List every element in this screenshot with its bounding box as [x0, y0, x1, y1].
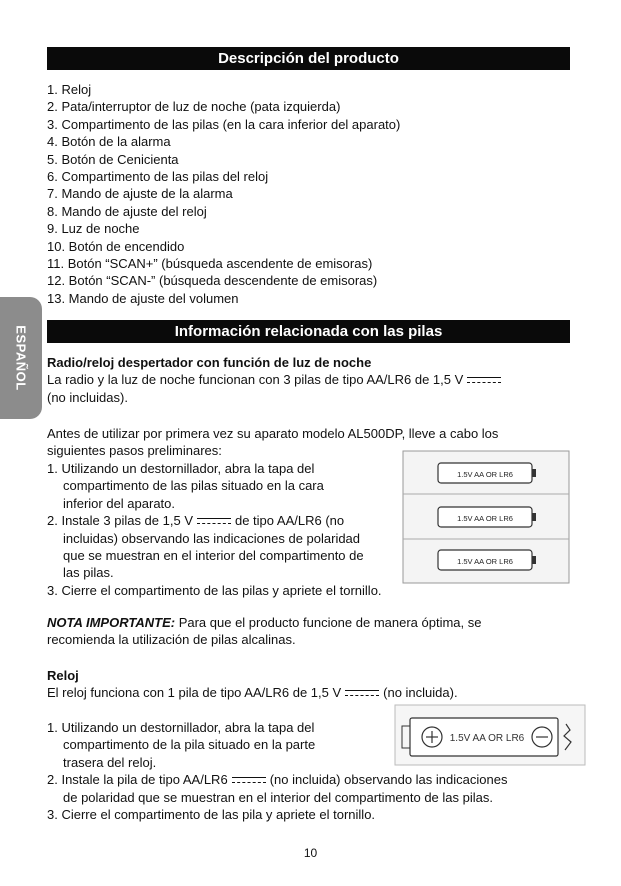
list-item: 11. Botón “SCAN+” (búsqueda ascendente de emisoras) — [47, 256, 373, 272]
intro-line: Antes de utilizar por primera vez su aparato modelo AL500DP, lleve a cabo los — [47, 426, 499, 441]
battery-icon — [438, 507, 536, 527]
list-item: 7. Mando de ajuste de la alarma — [47, 186, 233, 202]
note-label: NOTA IMPORTANTE: — [47, 615, 176, 630]
battery-compartment-figure — [402, 450, 570, 584]
list-item: 13. Mando de ajuste del volumen — [47, 290, 239, 306]
dc-symbol-icon — [345, 689, 379, 698]
battery-icon — [438, 550, 536, 570]
section-title-product-description: Descripción del producto — [47, 47, 570, 70]
product-parts-list — [47, 81, 400, 307]
important-note — [47, 614, 482, 649]
radio-battery-paragraph — [47, 354, 505, 406]
list-item: 10. Botón de encendido — [47, 238, 185, 254]
step-3: 3. Cierre el compartimento de las pilas y apriete el tornillo. — [47, 582, 382, 598]
list-item: 4. Botón de la alarma — [47, 134, 171, 150]
battery-label: 1.5V AA OR LR6 — [457, 514, 513, 523]
list-item: 8. Mando de ajuste del reloj — [47, 203, 207, 219]
dc-symbol-icon — [232, 776, 266, 785]
radio-text: La radio y la luz de noche funcionan con 3 pilas de tipo AA/LR6 de 1,5 V — [47, 372, 464, 388]
battery-label: 1.5V AA OR LR6 — [457, 557, 513, 566]
battery-label: 1.5V AA OR LR6 — [457, 470, 513, 479]
battery-icon — [438, 463, 536, 483]
step-1: 1. Utilizando un destornillador, abra la tapa del compartimento de las pilas situado en la cara inferior del aparato. — [47, 461, 324, 511]
note-text-2: recomienda la utilización de pilas alcalinas. — [47, 632, 296, 648]
step-2: 2. Instale 3 pilas de 1,5 V de tipo AA/LR6 (no incluidas) observando las indicaciones de polaridad que se muestran en el interior del compartimento de las pilas. — [47, 513, 364, 581]
radio-heading: Radio/reloj despertador con función de luz de noche — [47, 355, 372, 370]
page-number: 10 — [303, 846, 318, 860]
section-title-battery-info: Información relacionada con las pilas — [47, 320, 570, 343]
clock-battery-paragraph: Reloj El reloj funciona con 1 pila de tipo AA/LR6 de 1,5 V (no incluida). — [47, 668, 458, 701]
dc-symbol-icon — [467, 376, 501, 385]
clock-heading: Reloj — [47, 668, 79, 683]
clock-step-1: 1. Utilizando un destornillador, abra la tapa del compartimento de la pila situado en la parte trasera del reloj. — [47, 720, 316, 770]
list-item: 5. Botón de Cenicienta — [47, 151, 179, 167]
language-side-tab — [0, 297, 42, 419]
intro-line: siguientes pasos preliminares: — [47, 443, 222, 459]
list-item: 3. Compartimento de las pilas (en la cara inferior del aparato) — [47, 116, 401, 132]
list-item: 1. Reloj — [47, 82, 92, 97]
radio-text-2: (no incluidas). — [47, 389, 128, 405]
clock-step-3: 3. Cierre el compartimento de las pila y apriete el tornillo. — [47, 807, 376, 823]
dc-symbol-icon — [197, 517, 231, 526]
clock-battery-figure — [394, 704, 586, 766]
clock-step-2: 2. Instale la pila de tipo AA/LR6 (no incluida) observando las indicaciones de polaridad que se muestran en el interior del compartimento de las pilas. — [47, 772, 508, 805]
list-item: 2. Pata/interruptor de luz de noche (pata izquierda) — [47, 99, 341, 115]
radio-steps — [47, 460, 382, 599]
note-text: Para que el producto funcione de manera óptima, se — [175, 615, 482, 630]
language-label: ESPAÑOL — [13, 325, 29, 391]
list-item: 9. Luz de noche — [47, 221, 140, 237]
list-item: 12. Botón “SCAN-” (búsqueda descendente de emisoras) — [47, 273, 378, 289]
battery-label: 1.5V AA OR LR6 — [449, 733, 525, 744]
list-item: 6. Compartimento de las pilas del reloj — [47, 169, 269, 185]
